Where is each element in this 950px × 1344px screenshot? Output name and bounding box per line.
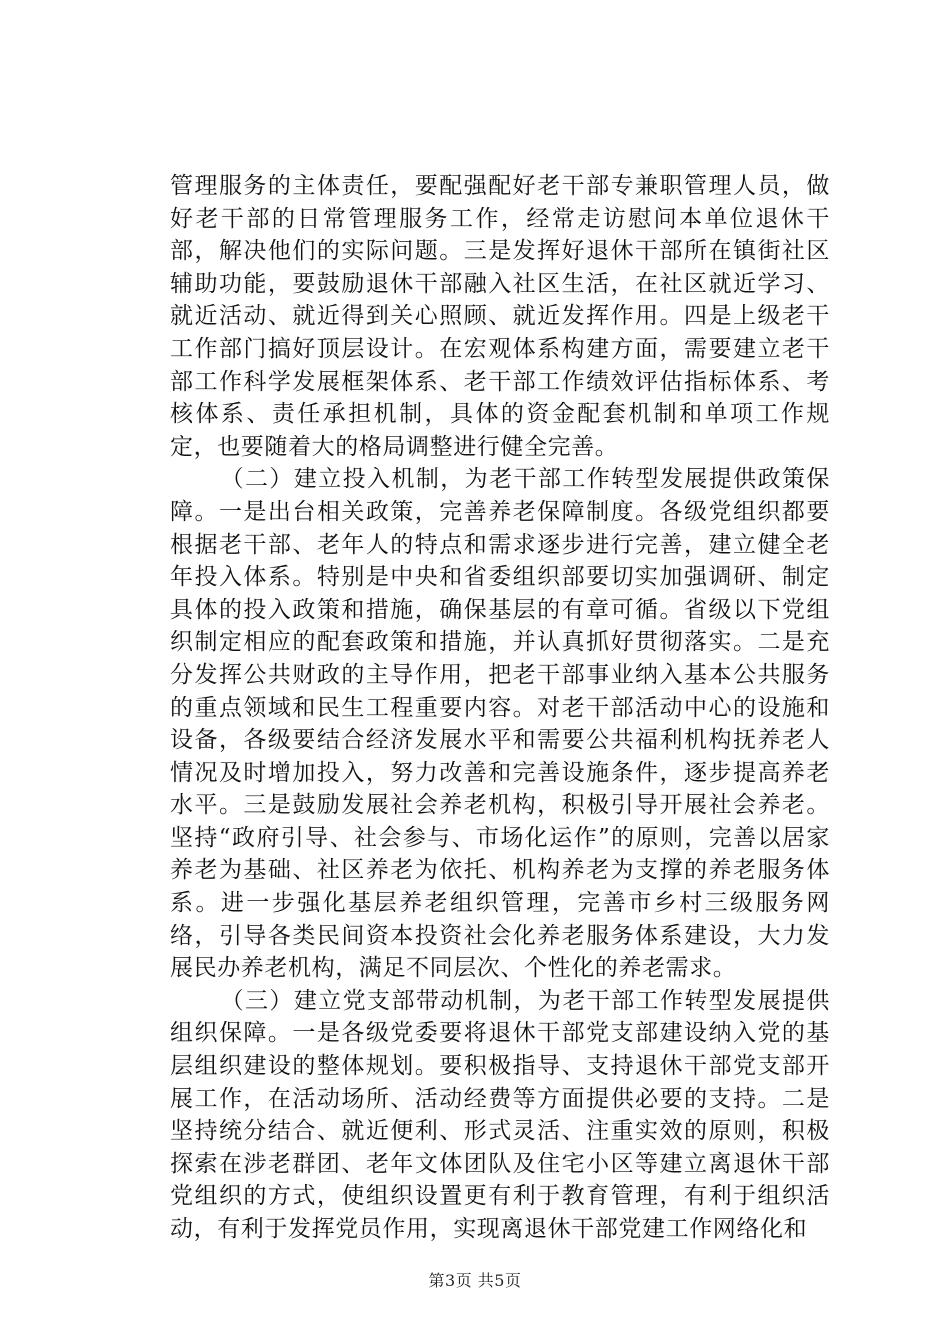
paragraph-continued: 管理服务的主体责任，要配强配好老干部专兼职管理人员，做好老干部的日常管理服务工作，经常走访慰问本单位退休干部，解决他们的实际问题。三是发挥好退休干部所在镇街社区辅助功能，要鼓励退休干部融入社区生活，在社区就近学习、就近活动、就近得到关心照顾、就近发挥作用。四是上级老干工作部门搞好顶层设计。在宏观体系构建方面，需要建立老干部工作科学发展框架体系、老干部工作绩效评估指标体系、考核体系、责任承担机制，具体的资金配套机制和单项工作规定，也要随着大的格局调整进行健全完善。 (170, 173, 830, 460)
paragraph-section-3: （三）建立党支部带动机制，为老干部工作转型发展提供组织保障。一是各级党委要将退休干部党支部建设纳入党的基层组织建设的整体规划。要积极指导、支持退休干部党支部开展工作，在活动场所、活动经费等方面提供必要的支持。二是坚持统分结合、就近便利、形式灵活、注重实效的原则，积极探索在涉老群团、老年文体团队及住宅小区等建立离退休干部党组织的方式，使组织设置更有利于教育管理，有利于组织活动，有利于发挥党员作用，实现离退休干部党建工作网络化和 (170, 987, 830, 1242)
document-body (170, 170, 830, 1246)
paragraph-section-2: （二）建立投入机制，为老干部工作转型发展提供政策保障。一是出台相关政策，完善养老保障制度。各级党组织都要根据老干部、老年人的特点和需求逐步进行完善，建立健全老年投入体系。特别是中央和省委组织部要切实加强调研、制定具体的投入政策和措施，确保基层的有章可循。省级以下党组织制定相应的配套政策和措施，并认真抓好贯彻落实。二是充分发挥公共财政的主导作用，把老干部事业纳入基本公共服务的重点领域和民生工程重要内容。对老干部活动中心的设施和设备，各级要结合经济发展水平和需要公共福利机构抚养老人情况及时增加投入，努力改善和完善设施条件，逐步提高养老水平。三是鼓励发展社会养老机构，积极引导开展社会养老。坚持“政府引导、社会参与、市场化运作”的原则，完善以居家养老为基础、社区养老为依托、机构养老为支撑的养老服务体系。进一步强化基层养老组织管理，完善市乡村三级服务网络，引导各类民间资本投资社会化养老服务体系建设，大力发展民办养老机构，满足不同层次、个性化的养老需求。 (170, 466, 830, 982)
page-number-footer: 第3页 共5页 (428, 1271, 522, 1290)
